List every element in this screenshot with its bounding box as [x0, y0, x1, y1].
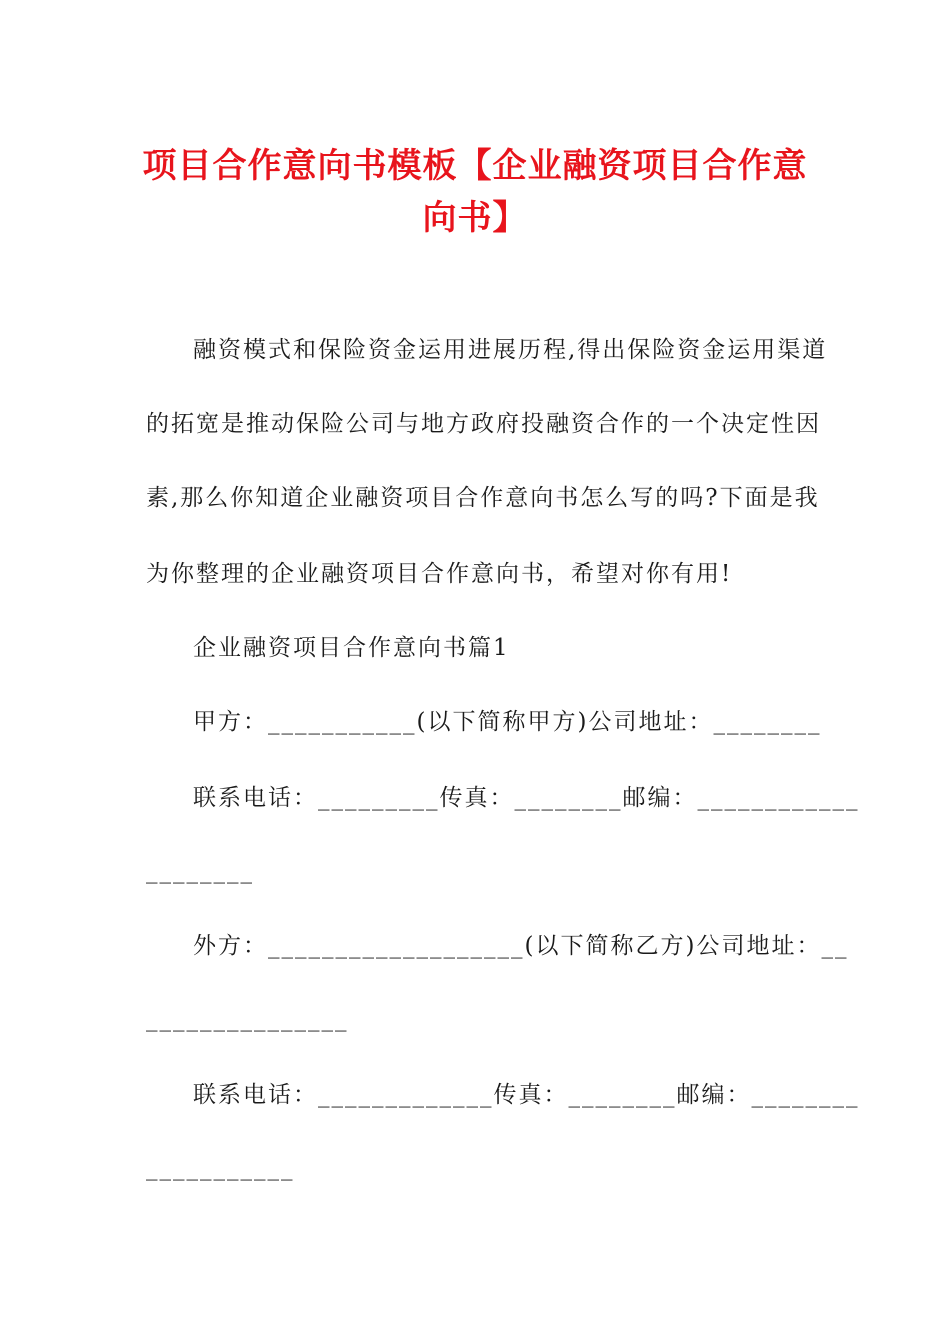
- intro-line-2: 的拓宽是推动保险公司与地方政府投融资合作的一个决定性因: [146, 411, 821, 437]
- party-a-contact-line-2: ________: [146, 858, 254, 884]
- party-b-contact-line-1: 联系电话：_____________传真：________邮编：________: [193, 1082, 860, 1108]
- section-heading: 企业融资项目合作意向书篇1: [193, 635, 510, 661]
- party-b-line-1: 外方：___________________(以下简称乙方)公司地址：__: [193, 933, 849, 959]
- party-b-contact-line-2: ___________: [146, 1155, 295, 1181]
- party-b-line-2: _______________: [146, 1006, 349, 1032]
- intro-line-3: 素,那么你知道企业融资项目合作意向书怎么写的吗?下面是我: [146, 485, 820, 511]
- intro-line-4: 为你整理的企业融资项目合作意向书，希望对你有用!: [146, 561, 733, 587]
- party-a-contact-line-1: 联系电话：_________传真：________邮编：____________: [193, 785, 860, 811]
- title-line-1: 项目合作意向书模板【企业融资项目合作意: [142, 146, 808, 186]
- party-a-line: 甲方：___________(以下简称甲方)公司地址：________: [193, 709, 822, 735]
- document-title: [140, 140, 810, 244]
- title-line-2: 向书】: [422, 198, 528, 238]
- intro-line-1: 融资模式和保险资金运用进展历程,得出保险资金运用渠道: [193, 337, 828, 363]
